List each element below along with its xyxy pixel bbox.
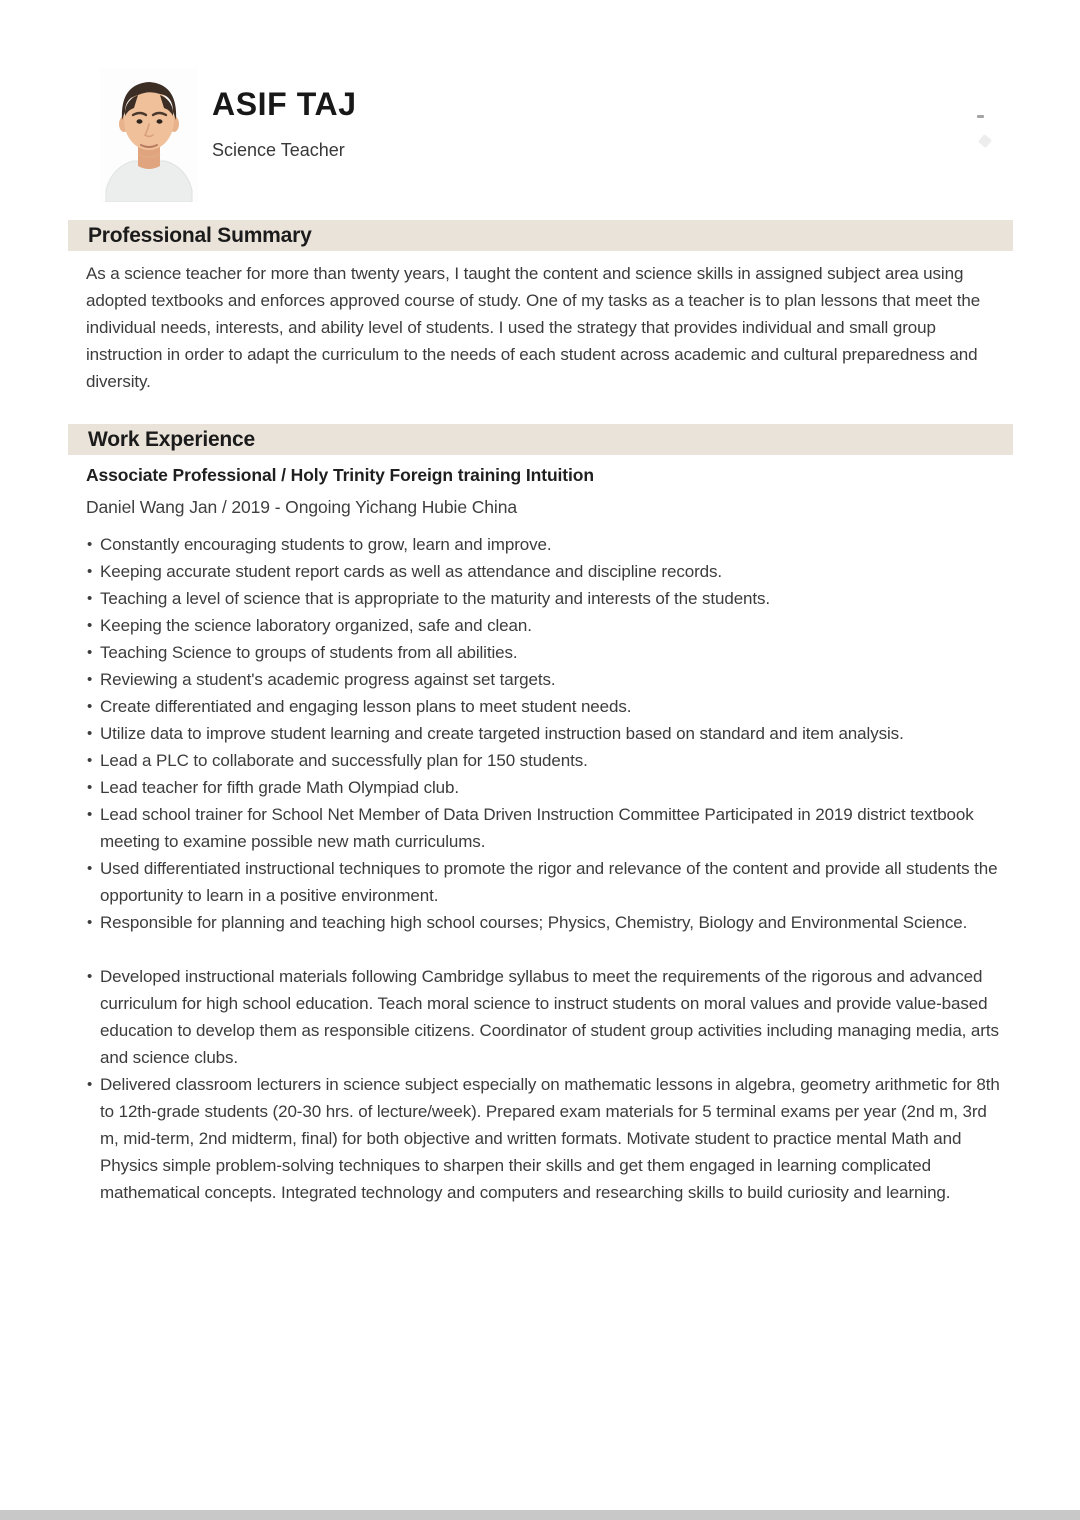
bullet-item: • Create differentiated and engaging lesson plans to meet student needs. [86, 693, 1002, 720]
bullet-item: • Utilize data to improve student learning and create targeted instruction based on standard and item analysis. [86, 720, 1002, 747]
section-header-summary [68, 220, 1013, 251]
bullet-item: • Constantly encouraging students to grow, learn and improve. [86, 531, 1002, 558]
job-meta-line: Daniel Wang Jan / 2019 - Ongoing Yichang Hubie China [86, 497, 517, 517]
bullet-item: • Lead teacher for fifth grade Math Olympiad club. [86, 774, 1002, 801]
bullet-item: • Keeping accurate student report cards as well as attendance and discipline records. [86, 558, 1002, 585]
bullet-item: • Responsible for planning and teaching high school courses; Physics, Chemistry, Biology and Environmental Science. [86, 909, 1002, 936]
profile-photo [100, 68, 198, 202]
person-role: Science Teacher [212, 140, 345, 160]
bullet-item: • Lead school trainer for School Net Member of Data Driven Instruction Committee Participated in 2019 district textbook meeting to examine possible new math curriculums. [86, 801, 1002, 855]
bullet-item: • Teaching a level of science that is appropriate to the maturity and interests of the students. [86, 585, 1002, 612]
bullet-item: • Teaching Science to groups of students from all abilities. [86, 639, 1002, 666]
bullet-item: • Keeping the science laboratory organized, safe and clean. [86, 612, 1002, 639]
bullet-item: • Developed instructional materials following Cambridge syllabus to meet the requirements of the rigorous and advanced curriculum for high school education. Teach moral science to instruct students on moral values and provide value-based education to develop them as responsible citizens. Coordinator of student group activities including managing media, arts and science clubs. [86, 963, 1002, 1071]
page-bottom-edge [0, 1510, 1080, 1520]
person-name: ASIF TAJ [212, 86, 357, 122]
job-title: Associate Professional / Holy Trinity Foreign training Intuition [86, 465, 594, 485]
work-bullets [86, 531, 1002, 1206]
scan-artifact [977, 115, 984, 118]
bullet-item: • Reviewing a student's academic progress against set targets. [86, 666, 1002, 693]
bullet-item: • Lead a PLC to collaborate and successfully plan for 150 students. [86, 747, 1002, 774]
bullet-item: • Delivered classroom lecturers in science subject especially on mathematic lessons in algebra, geometry arithmetic for 8th to 12th-grade students (20-30 hrs. of lecture/week). Prepared exam materials for 5 terminal exams per year (2nd m, 3rd m, mid-term, 2nd midterm, final) for both objective and written formats. Motivate student to practice mental Math and Physics simple problem-solving techniques to sharpen their skills and get them engaged in learning complicated mathematical concepts. Integrated technology and computers and researching skills to build curiosity and learning. [86, 1071, 1002, 1206]
bullet-list-secondary [86, 963, 1002, 1206]
bullet-list-primary [86, 531, 1002, 936]
bullet-item: • Used differentiated instructional techniques to promote the rigor and relevance of the content and provide all students the opportunity to learn in a positive environment. [86, 855, 1002, 909]
section-header-work-experience [68, 424, 1013, 455]
portrait-photo-icon [100, 68, 198, 202]
work-section-title: Work Experience [88, 427, 256, 451]
summary-paragraph: As a science teacher for more than twenty years, I taught the content and science skills in assigned subject area using adopted textbooks and enforces approved course of study. One of my tasks as a teacher is to plan lessons that meet the individual needs, interests, and ability level of students. I used the strategy that provides individual and small group instruction in order to adapt the curriculum to the needs of each student across academic and cultural preparedness and diversity. [86, 264, 981, 391]
scan-artifact [978, 134, 992, 148]
summary-section-title: Professional Summary [88, 223, 312, 247]
